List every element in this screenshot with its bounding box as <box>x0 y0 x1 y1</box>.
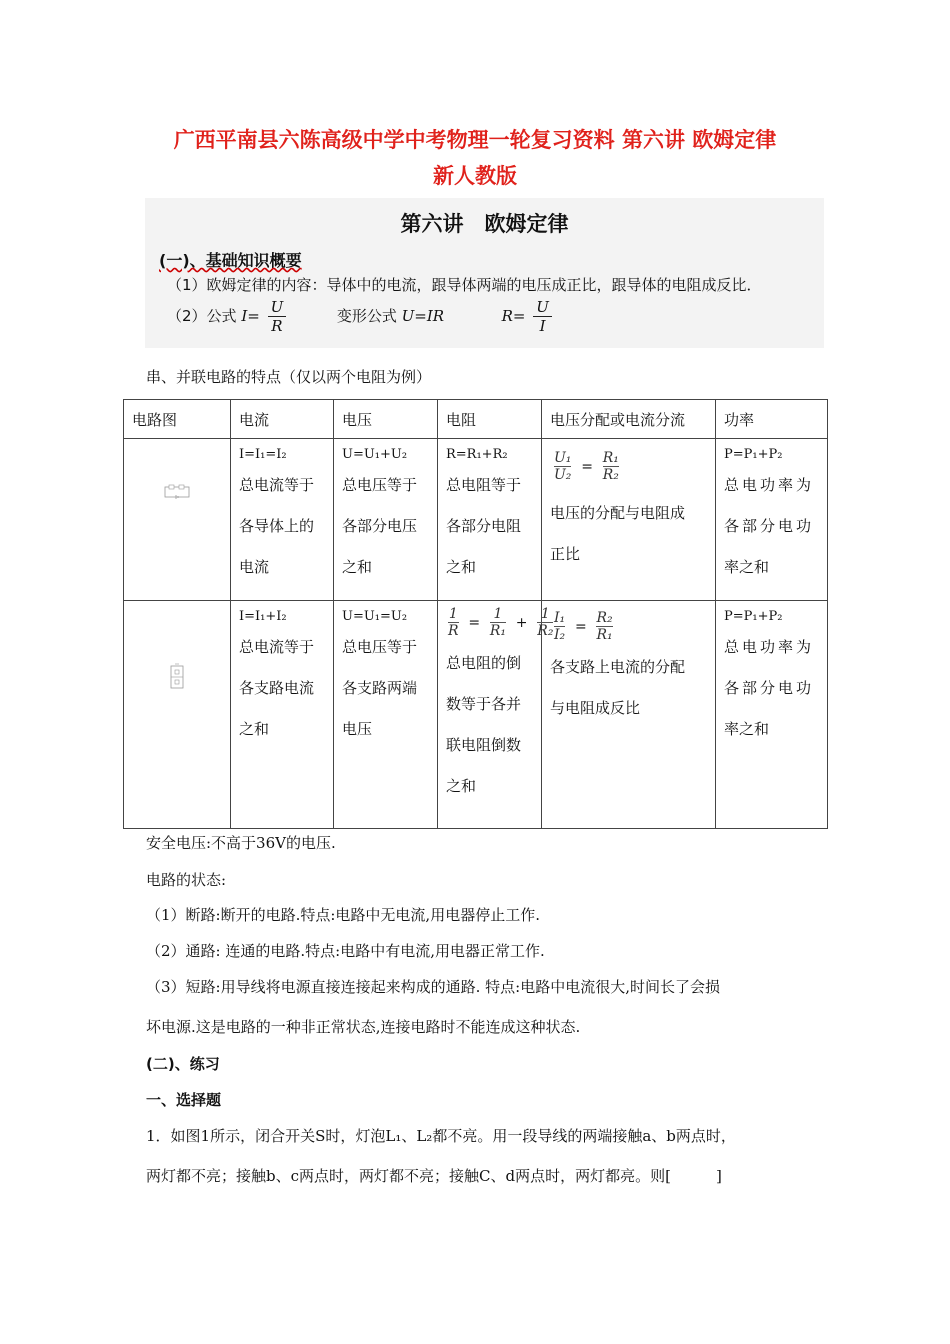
text-line: 电压的分配与电阻成 <box>550 504 686 522</box>
document-title-line2: 新人教版 <box>433 164 517 188</box>
text-line: 总电阻的倒 <box>446 654 522 672</box>
formula: P=P₁+P₂ <box>724 447 783 462</box>
numerator: 1 <box>490 606 506 623</box>
section-heading-text: (一)、基础知识概要 <box>159 251 302 270</box>
text-line: 各部分电功 <box>724 679 815 697</box>
text-line: 电压 <box>342 720 373 738</box>
series-row <box>124 439 828 601</box>
formula-label: （2）公式 <box>167 307 237 325</box>
practice-heading: (二)、练习 <box>146 1055 220 1073</box>
formula: P=P₁+P₂ <box>724 609 783 624</box>
header-cell: 电路图 <box>124 400 231 439</box>
series-voltage-cell <box>334 439 438 601</box>
formula: I=I₁+I₂ <box>239 609 287 624</box>
denominator: R₂ <box>602 467 619 483</box>
header-cell: 电流 <box>231 400 334 439</box>
numerator: R₁ <box>602 450 619 466</box>
text-line: 率之和 <box>724 558 770 576</box>
series-circuit-cell <box>124 439 231 601</box>
denominator: R₁ <box>596 627 613 643</box>
text-line: 各支路两端 <box>342 679 418 697</box>
formula: I=I₁=I₂ <box>239 447 287 462</box>
circuit-states-title: 电路的状态: <box>146 871 227 889</box>
choice-heading: 一、选择题 <box>146 1091 222 1109</box>
document-title-line1: 广西平南县六陈高级中学中考物理一轮复习资料 第六讲 欧姆定律 <box>173 128 777 152</box>
series-circuit-diagram <box>162 482 192 502</box>
text-line: 率之和 <box>724 720 770 738</box>
parallel-circuit-diagram <box>167 662 187 692</box>
summary-box <box>145 198 824 348</box>
denominator: R₂ <box>537 623 554 639</box>
circuit-comparison-table <box>123 399 828 829</box>
safety-voltage: 安全电压:不高于36V的电压. <box>146 834 336 852</box>
parallel-circuit-cell <box>124 601 231 829</box>
text-line: 各部分电压 <box>342 517 418 535</box>
equals-sign: = <box>581 458 593 475</box>
fraction-denominator: R <box>271 317 283 335</box>
table-header-row <box>124 400 828 439</box>
question-1-line1: 1．如图1所示，闭合开关S时，灯泡L₁、L₂都不亮。用一段导线的两端接触a、b两点时， <box>146 1127 736 1145</box>
text-line: 总电压等于 <box>342 476 418 494</box>
text-line: 数等于各并 <box>446 695 522 713</box>
formula: R=R₁+R₂ <box>446 447 508 462</box>
formula-r-lhs: R= <box>501 307 526 325</box>
fraction-1-over-r <box>448 606 459 639</box>
parallel-current-cell <box>231 601 334 829</box>
numerator: I₁ <box>554 610 566 626</box>
numerator: 1 <box>537 606 553 623</box>
fraction-1-over-r1 <box>490 606 506 639</box>
ratio-left <box>554 450 571 483</box>
header-cell: 功率 <box>716 400 828 439</box>
header-cell: 电压 <box>334 400 438 439</box>
formula: U=U₁=U₂ <box>342 609 408 624</box>
numerator: U₁ <box>554 450 572 466</box>
text-line: 各导体上的 <box>239 517 315 535</box>
series-resistance-cell <box>438 439 542 601</box>
header-cell: 电压分配或电流分流 <box>542 400 716 439</box>
numerator: R₂ <box>596 610 613 626</box>
text-line: 正比 <box>550 545 581 563</box>
series-distribution-cell <box>542 439 716 601</box>
text-line: 之和 <box>446 558 477 576</box>
fraction-denominator: I <box>539 317 546 335</box>
denominator: R <box>448 623 459 639</box>
text-line: 各支路电流 <box>239 679 315 697</box>
voltage-ratio-formula <box>552 450 707 483</box>
reciprocal-formula <box>446 606 554 639</box>
text-line: 总电压等于 <box>342 638 418 656</box>
question-1-line2: 两灯都不亮；接触b、c两点时，两灯都不亮；接触C、d两点时，两灯都亮。则[ ] <box>146 1167 722 1185</box>
ratio-right <box>603 450 619 483</box>
state-short-circuit-cont: 坏电源.这是电路的一种非正常状态,连接电路时不能连成这种状态. <box>146 1018 581 1036</box>
text-line: 之和 <box>446 777 477 795</box>
text-line: 各支路上电流的分配 <box>550 658 686 676</box>
parallel-row <box>124 601 828 829</box>
formula-i-lhs: I= <box>241 307 260 325</box>
parallel-distribution-cell <box>542 601 716 829</box>
ohm-law-statement: （1）欧姆定律的内容：导体中的电流，跟导体两端的电压成正比，跟导体的电阻成反比． <box>167 276 762 294</box>
denominator: U₂ <box>554 467 572 483</box>
text-line: 总电功率为 <box>724 476 815 494</box>
formula-line <box>167 298 555 344</box>
text-line: 各部分电功 <box>724 517 815 535</box>
plus-sign: + <box>515 614 528 631</box>
equals-sign: = <box>574 618 587 635</box>
fraction-numerator: U <box>533 298 552 317</box>
formula: U=U₁+U₂ <box>342 447 408 462</box>
text-line: 总电流等于 <box>239 476 315 494</box>
text-line: 联电阻倒数 <box>446 736 522 754</box>
lesson-title: 第六讲 欧姆定律 <box>400 212 569 236</box>
header-cell: 电阻 <box>438 400 542 439</box>
text-line: 总电功率为 <box>724 638 815 656</box>
ratio-right <box>596 610 612 643</box>
parallel-power-cell <box>716 601 828 829</box>
ratio-left <box>554 610 565 643</box>
section-heading <box>159 248 302 271</box>
numerator: 1 <box>448 606 458 622</box>
series-power-cell <box>716 439 828 601</box>
denominator: R₁ <box>489 623 506 639</box>
fraction-numerator: U <box>268 298 287 317</box>
text-line: 总电流等于 <box>239 638 315 656</box>
formula-u: U=IR <box>401 307 445 325</box>
text-line: 与电阻成反比 <box>550 699 641 717</box>
parallel-resistance-cell <box>438 601 554 829</box>
state-short-circuit: （3）短路:用导线将电源直接连接起来构成的通路. 特点:电路中电流很大,时间长了会损 <box>146 978 720 996</box>
parallel-voltage-cell <box>334 601 438 829</box>
table-caption: 串、并联电路的特点（仅以两个电阻为例） <box>146 368 432 386</box>
equals-sign: = <box>468 614 481 631</box>
variant-label: 变形公式 <box>336 307 397 325</box>
text-line: 电流 <box>239 558 270 576</box>
state-closed-circuit: （2）通路: 连通的电路.特点:电路中有电流,用电器正常工作. <box>146 942 545 960</box>
text-line: 之和 <box>239 720 270 738</box>
text-line: 之和 <box>342 558 373 576</box>
formula-r-fraction <box>533 298 552 335</box>
state-open-circuit: （1）断路:断开的电路.特点:电路中无电流,用电器停止工作. <box>146 906 540 924</box>
formula-i-fraction <box>268 298 287 335</box>
current-ratio-formula <box>552 610 707 643</box>
series-current-cell <box>231 439 334 601</box>
text-line: 总电阻等于 <box>446 476 522 494</box>
denominator: I₂ <box>554 627 566 643</box>
text-line: 各部分电阻 <box>446 517 522 535</box>
